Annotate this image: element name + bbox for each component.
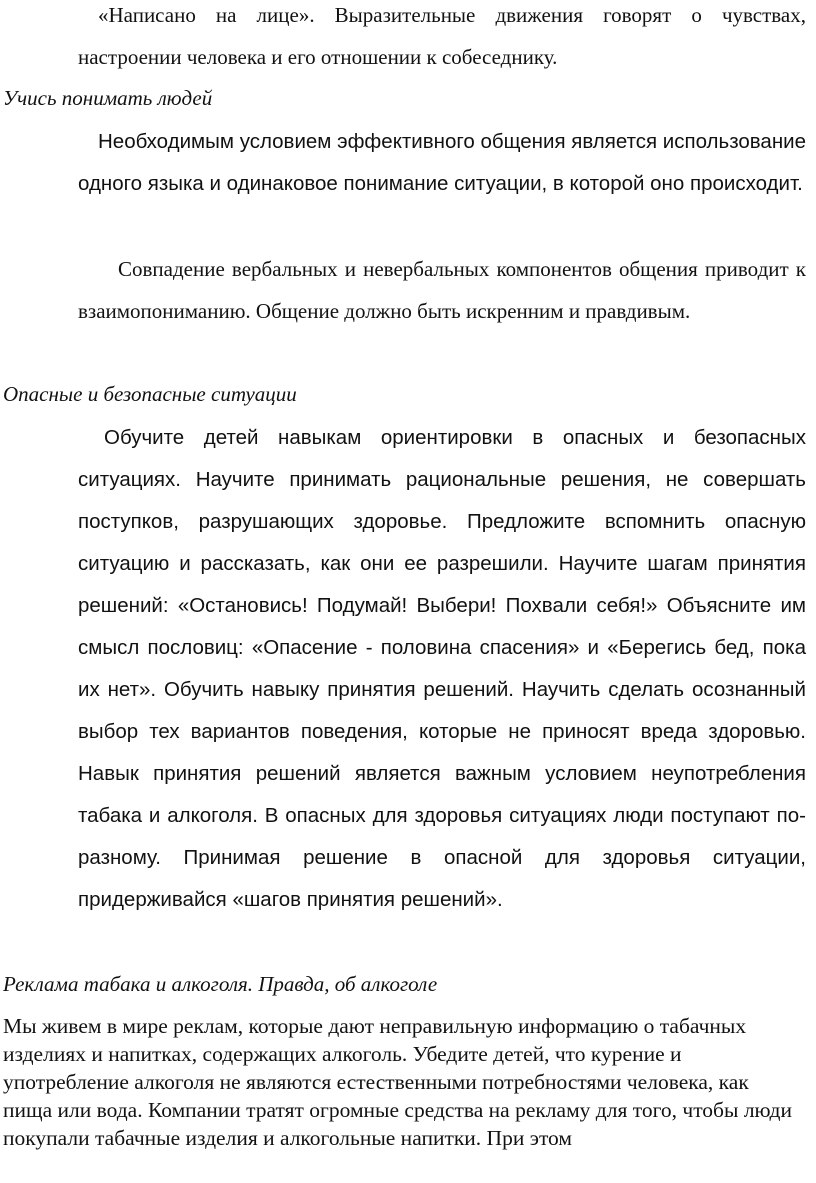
tobacco-alcohol-ads-paragraph: Мы живем в мире реклам, которые дают неправильную информацию о табачных изделиях и напитках, содержащих алкоголь. Убедите детей, что курение и употребление алкоголя не являются естественными потребностями человека, как пища или вода. Компании тратят огромные средства на рекламу для того, чтобы люди покупали табачные изделия и алкогольные напитки. При этом — [3, 1014, 792, 1150]
section-heading-tobacco-alcohol-ads: Реклама табака и алкоголя. Правда, об алкоголе — [3, 972, 438, 996]
section-heading-dangerous-situations: Опасные и безопасные ситуации — [3, 382, 297, 406]
section-heading-understand-people: Учись понимать людей — [3, 86, 213, 110]
verbal-nonverbal-paragraph: Совпадение вербальных и невербальных компонентов общения приводит к взаимопониманию. Общение должно быть искренним и правдивым. — [78, 257, 806, 323]
communication-condition-paragraph: Необходимым условием эффективного общения является использование одного языка и одинаковое понимание ситуации, в которой оно происходит. — [78, 130, 806, 195]
intro-paragraph: «Написано на лице». Выразительные движения говорят о чувствах, настроении человека и его отношении к собеседнику. — [78, 3, 806, 69]
dangerous-situations-paragraph: Обучите детей навыкам ориентировки в опасных и безопасных ситуациях. Научите принимать рациональные решения, не совершать поступков, разрушающих здоровье. Предложите вспомнить опасную ситуацию и рассказать, как они ее разрешили. Научите шагам принятия решений: «Остановись! Подумай! Выбери! Похвали себя!» Объясните им смысл пословиц: «Опасение - половина спасения» и «Берегись бед, пока их нет». Обучить навыку принятия решений. Научить сделать осознанный выбор тех вариантов поведения, которые не приносят вреда здоровью. Навык принятия решений является важным условием неупотребления табака и алкоголя. В опасных для здоровья ситуациях люди поступают по-разному. Принимая решение в опасной для здоровья ситуации, придерживайся «шагов принятия решений». — [78, 426, 806, 911]
